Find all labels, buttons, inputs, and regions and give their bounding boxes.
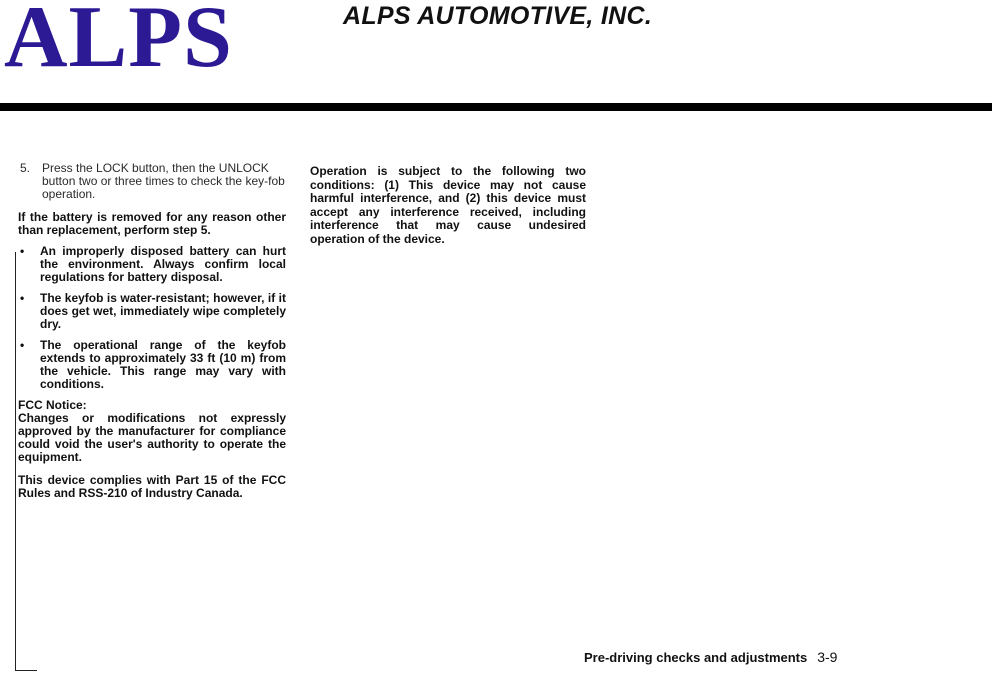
step-5: [18, 162, 286, 201]
left-column: [18, 162, 286, 500]
page-number: 3-9: [817, 649, 838, 665]
bullet-text: The keyfob is water-resistant; however, if it does get wet, immediately wipe completely dry.: [40, 291, 286, 331]
step-text: Press the LOCK button, then the UNLOCK button two or three times to check the key-fob operation.: [42, 161, 285, 201]
page-footer: [584, 649, 837, 665]
bullet-icon: •: [20, 244, 25, 258]
fcc-notice-text: Changes or modifications not expressly approved by the manufacturer for compliance could void the user's authority to operate the equipment.: [18, 411, 286, 464]
bullet-text: An improperly disposed battery can hurt the environment. Always confirm local regulations for battery disposal.: [40, 244, 286, 284]
fcc-notice-title: FCC Notice:: [18, 398, 87, 412]
header-divider: [0, 103, 992, 111]
margin-bracket-line: [15, 252, 16, 670]
compliance-text: This device complies with Part 15 of the FCC Rules and RSS-210 of Industry Canada.: [18, 473, 286, 500]
list-item: [18, 292, 286, 331]
battery-note: If the battery is removed for any reason other than replacement, perform step 5.: [18, 210, 286, 237]
step-number: 5.: [20, 161, 31, 175]
section-title: Pre-driving checks and adjustments: [584, 650, 808, 665]
company-name: ALPS AUTOMOTIVE, INC.: [343, 2, 653, 30]
bullet-text: The operational range of the keyfob extends to approximately 33 ft (10 m) from the vehicle. This range may vary with conditions.: [40, 338, 286, 391]
right-column: [310, 165, 586, 246]
list-item: [18, 339, 286, 391]
operation-conditions-text: Operation is subject to the following two conditions: (1) This device may not cause harmful interference, and (2) this device must accept any interference received, including interference that may cause undesired operation of the device.: [310, 164, 586, 246]
bullet-icon: •: [20, 338, 25, 352]
bullet-list: [18, 245, 286, 391]
list-item: [18, 245, 286, 284]
bullet-icon: •: [20, 291, 25, 305]
company-logo: ALPS: [4, 0, 233, 86]
margin-bracket-foot: [15, 670, 37, 671]
